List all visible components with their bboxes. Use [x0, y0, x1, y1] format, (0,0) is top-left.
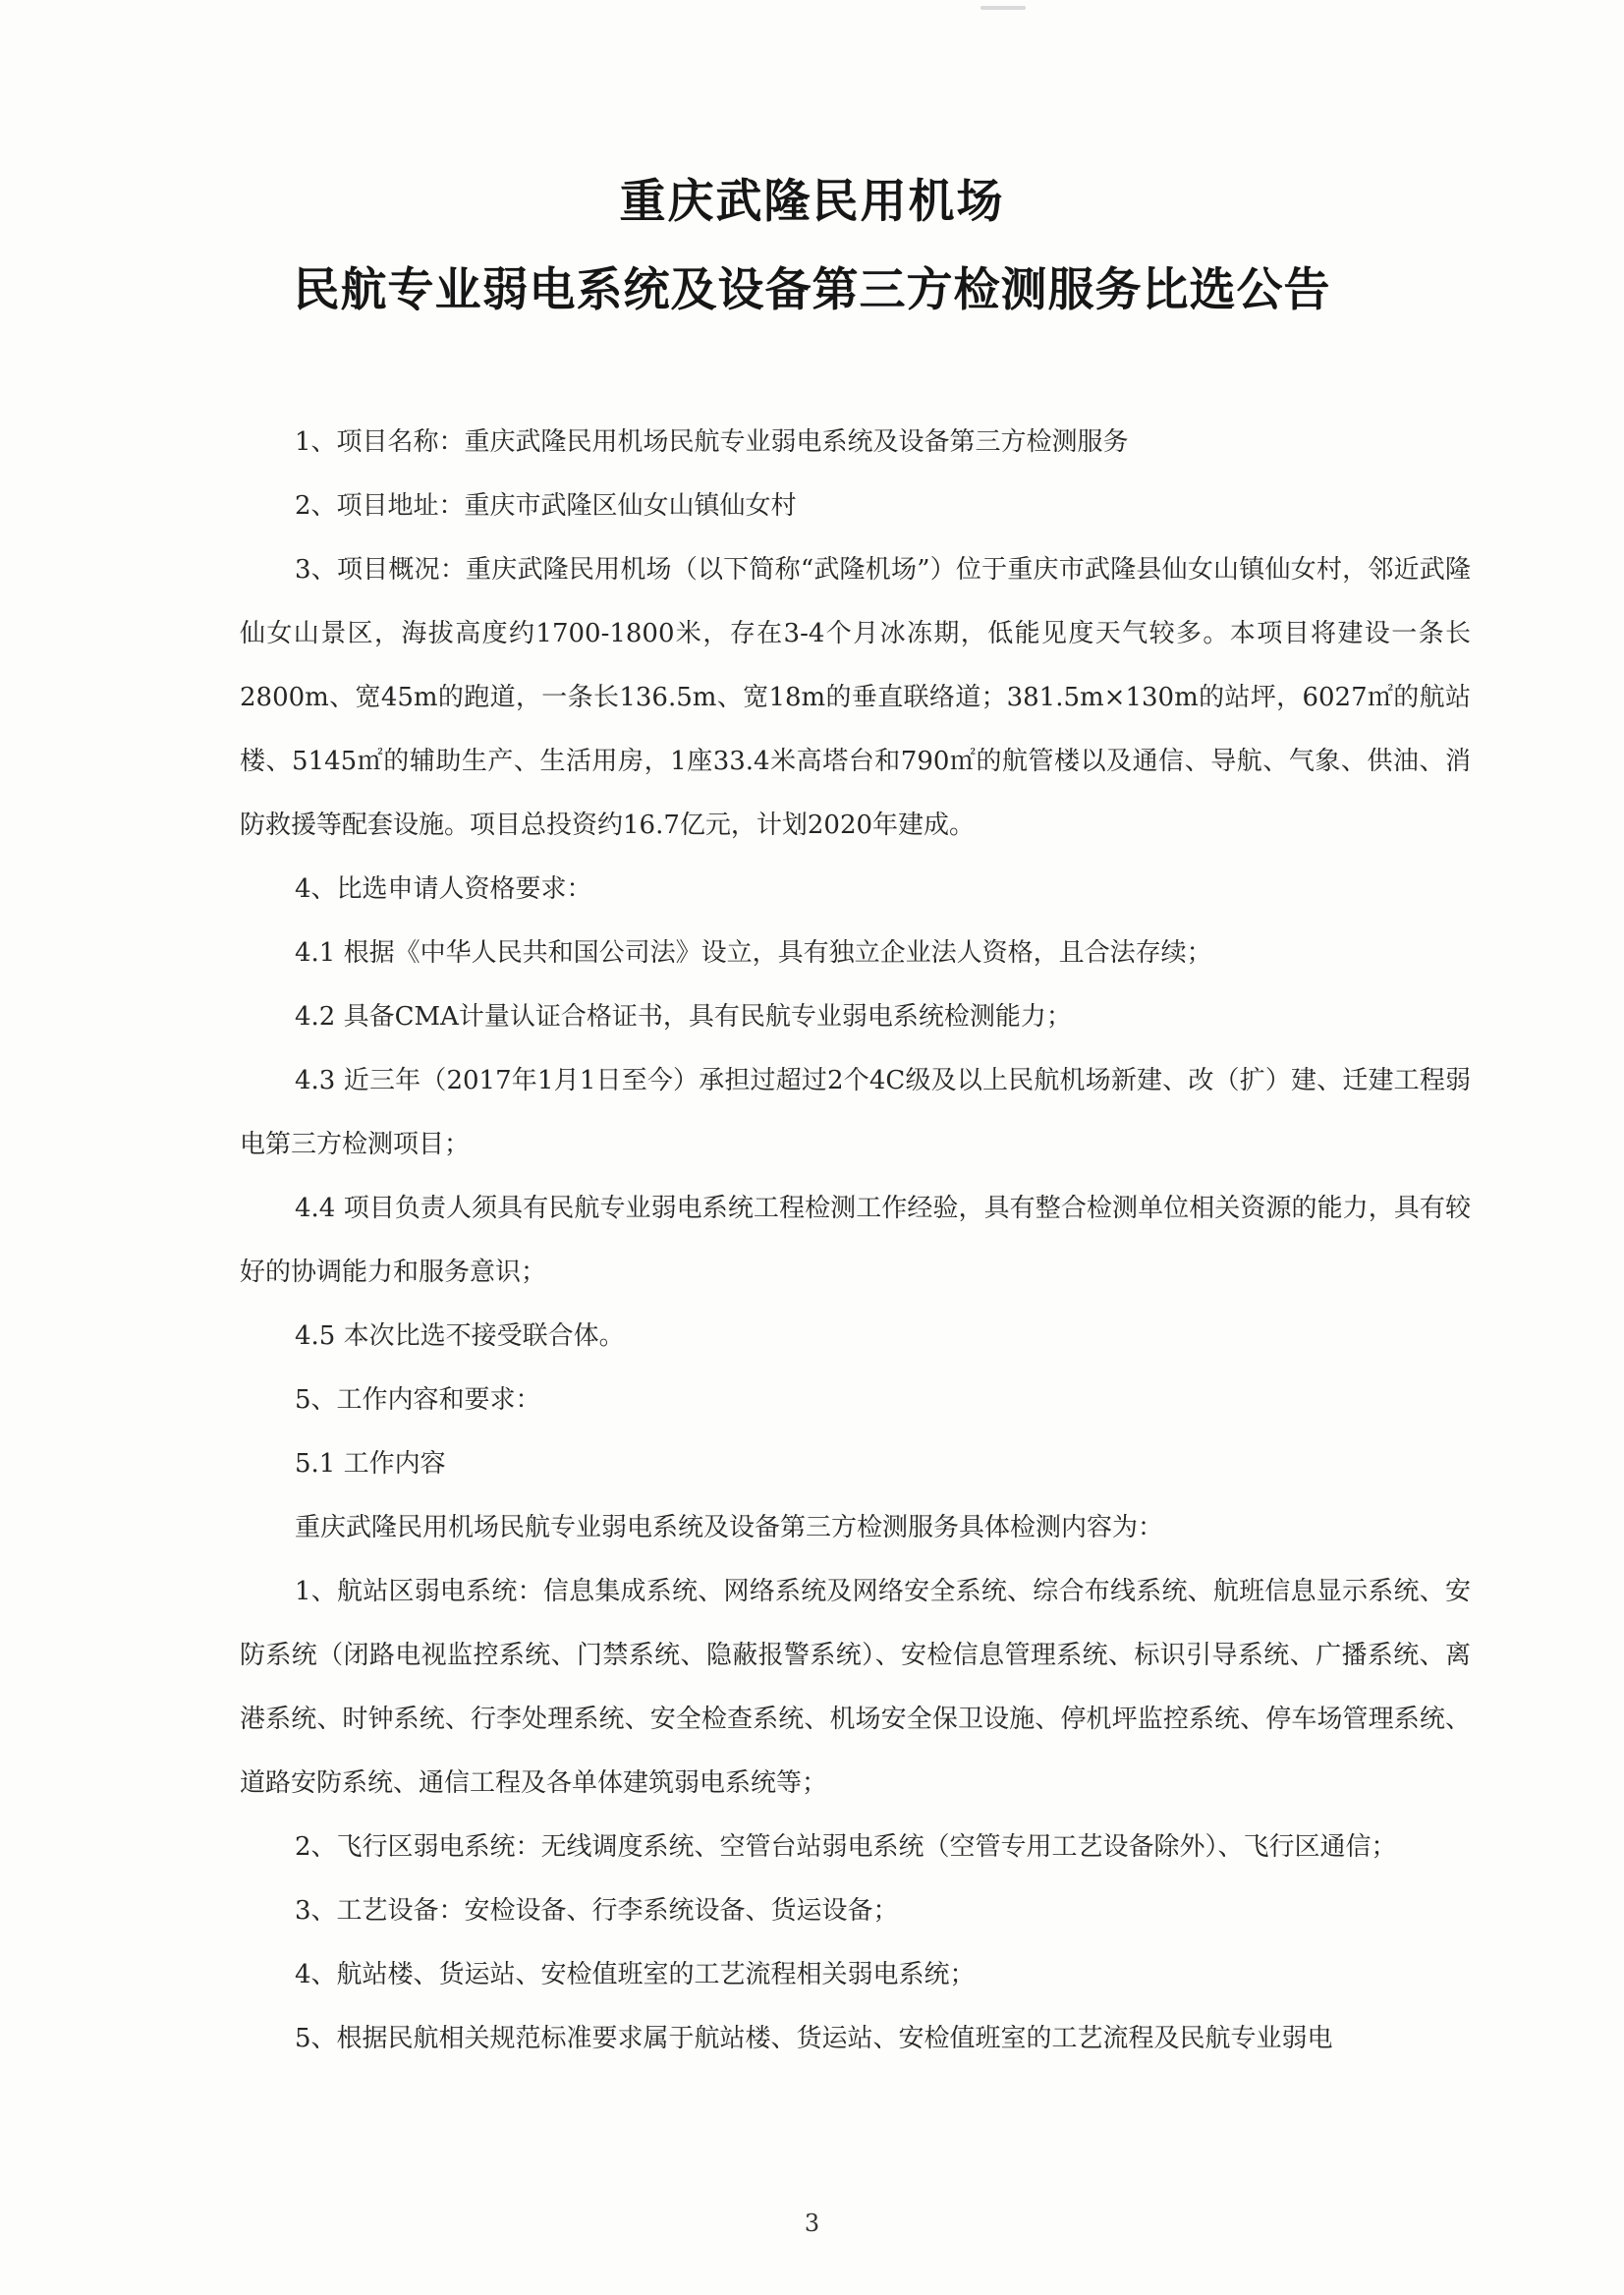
paragraph-project-name: 1、项目名称：重庆武隆民用机场民航专业弱电系统及设备第三方检测服务	[295, 427, 1129, 457]
document-body	[240, 411, 1471, 2071]
paragraph-qualification-4-4: 4.4 项目负责人须具有民航专业弱电系统工程检测工作经验，具有整合检测单位相关资源的能力，具有较好的协调能力和服务意识；	[240, 1194, 1471, 1287]
paragraph-work-content-heading: 5.1 工作内容	[295, 1449, 446, 1479]
title-line-2: 民航专业弱电系统及设备第三方检测服务比选公告	[293, 263, 1331, 317]
paragraph-airfield-systems: 2、飞行区弱电系统：无线调度系统、空管台站弱电系统（空管专用工艺设备除外）、飞行区通信；	[295, 1832, 1397, 1862]
paragraph-terminal-systems: 1、航站区弱电系统：信息集成系统、网络系统及网络安全系统、综合布线系统、航班信息显示系统、安防系统（闭路电视监控系统、门禁系统、隐蔽报警系统）、安检信息管理系统、标识引导系统、广播系统、离港系统、时钟系统、行李处理系统、安全检查系统、机场安全保卫设施、停机坪监控系统、停车场管理系统、道路安防系统、通信工程及各单体建筑弱电系统等；	[240, 1577, 1471, 1798]
paragraph-project-address: 2、项目地址：重庆市武隆区仙女山镇仙女村	[295, 491, 797, 521]
paragraph-process-systems: 4、航站楼、货运站、安检值班室的工艺流程相关弱电系统；	[295, 1960, 976, 1989]
scan-mark	[980, 6, 1026, 10]
paragraph-process-equipment: 3、工艺设备：安检设备、行李系统设备、货运设备；	[295, 1896, 899, 1926]
paragraph-work-heading: 5、工作内容和要求：	[295, 1385, 541, 1415]
paragraph-qualification-4-2: 4.2 具备CMA计量认证合格证书，具有民航专业弱电系统检测能力；	[295, 1002, 1072, 1032]
paragraph-qualification-4-5: 4.5 本次比选不接受联合体。	[295, 1321, 625, 1351]
page-number: 3	[804, 2210, 820, 2237]
paragraph-work-content-intro: 重庆武隆民用机场民航专业弱电系统及设备第三方检测服务具体检测内容为：	[295, 1513, 1164, 1542]
title-line-1: 重庆武隆民用机场	[619, 175, 1005, 229]
paragraph-qualification-4-3: 4.3 近三年（2017年1月1日至今）承担过超过2个4C级及以上民航机场新建、改（扩）建、迁建工程弱电第三方检测项目；	[240, 1066, 1471, 1159]
paragraph-qualification-heading: 4、比选申请人资格要求：	[295, 874, 592, 904]
paragraph-qualification-4-1: 4.1 根据《中华人民共和国公司法》设立，具有独立企业法人资格，且合法存续；	[295, 938, 1212, 968]
paragraph-project-overview: 3、项目概况：重庆武隆民用机场（以下简称“武隆机场”）位于重庆市武隆县仙女山镇仙女村，邻近武隆仙女山景区，海拔高度约1700-1800米，存在3-4个月冰冻期，低能见度天气较多。本项目将建设一条长2800m、宽45m的跑道，一条长136.5m、宽18m的垂直联络道；381.5m×130m的站坪，6027㎡的航站楼、5145㎡的辅助生产、生活用房，1座33.4米高塔台和790㎡的航管楼以及通信、导航、气象、供油、消防救援等配套设施。项目总投资约16.7亿元，计划2020年建成。	[240, 555, 1471, 840]
paragraph-standards: 5、根据民航相关规范标准要求属于航站楼、货运站、安检值班室的工艺流程及民航专业弱电	[295, 2024, 1333, 2053]
